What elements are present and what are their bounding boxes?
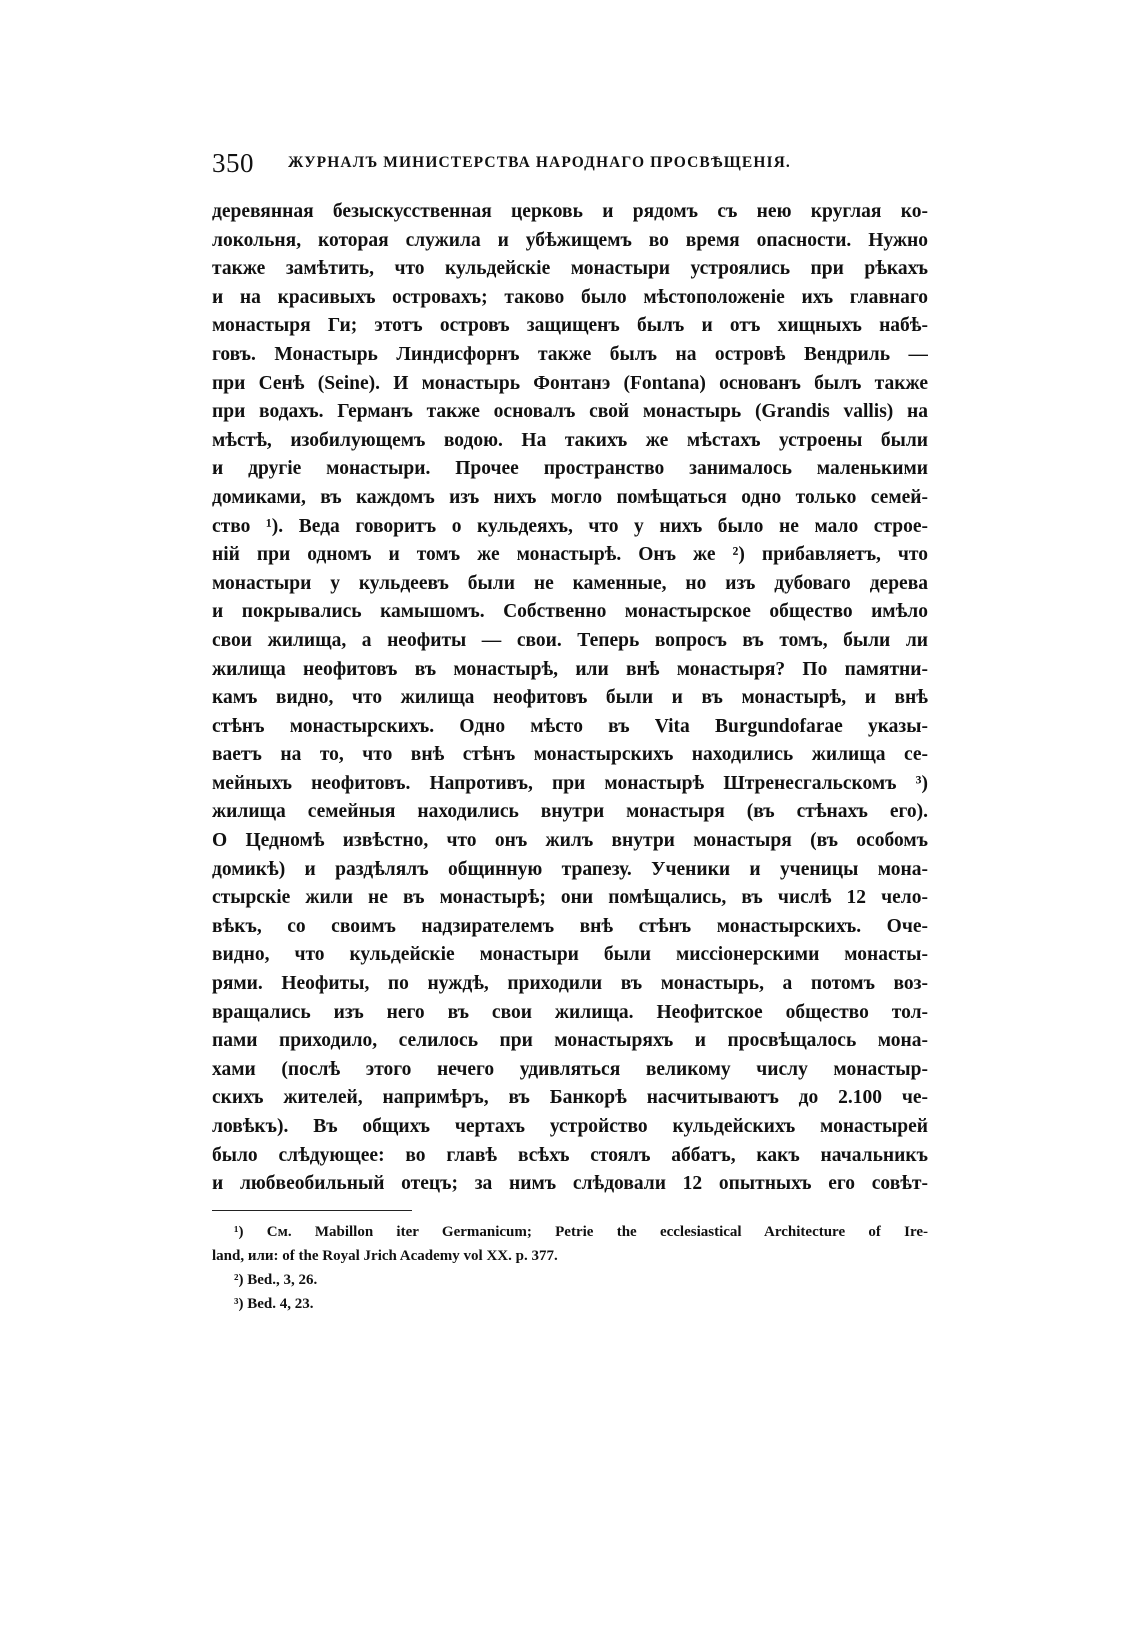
- text-line: рями. Неофиты, по нуждѣ, приходили въ монастырь, а потомъ воз-: [212, 973, 928, 995]
- text-line: ній при одномъ и томъ же монастырѣ. Онъ же ²) прибавляетъ, что: [212, 544, 928, 566]
- text-line: домикѣ) и раздѣлялъ общинную трапезу. Ученики и ученицы мона-: [212, 858, 928, 880]
- text-line: камъ видно, что жилища неофитовъ были и въ монастырѣ, и внѣ: [212, 687, 928, 709]
- text-line: свои жилища, а неофиты — свои. Теперь вопросъ въ томъ, были ли: [212, 629, 928, 651]
- text-line: и другіе монастыри. Прочее пространство занималось маленькими: [212, 458, 928, 480]
- text-line: ловѣкъ). Въ общихъ чертахъ устройство кульдейскихъ монастырей: [212, 1116, 928, 1137]
- text-line: О Цедномѣ извѣстно, что онъ жилъ внутри монастыря (въ особомъ: [212, 830, 928, 852]
- footnote-1-line-1: [212, 1220, 928, 1244]
- text-line: при водахъ. Германъ также основалъ свой монастырь (Grandis vallis) на: [212, 401, 928, 423]
- text-line: деревянная безыскусственная церковь и рядомъ съ нею круглая ко-: [212, 201, 928, 222]
- text-line: монастыря Ги; этотъ островъ защищенъ былъ и отъ хищныхъ набѣ-: [212, 315, 928, 337]
- text-line: мѣстѣ, изобилующемъ водою. На такихъ же мѣстахъ устроены были: [212, 429, 928, 451]
- footnote-2: ²) Bed., 3, 26.: [234, 1272, 318, 1288]
- text-line: и покрывались камышомъ. Собственно монастырское общество имѣло: [212, 601, 928, 623]
- text-line: ваетъ на то, что внѣ стѣнъ монастырскихъ находились жилища се-: [212, 744, 928, 766]
- text-line: и на красивыхъ островахъ; таково было мѣстоположеніе ихъ главнаго: [212, 286, 928, 308]
- footnotes: [212, 1220, 928, 1316]
- footnote-1-line-2: land, или: of the Royal Jrich Academy vol XX. p. 377.: [212, 1248, 558, 1264]
- text-line: ство ¹). Веда говоритъ о кульдеяхъ, что у нихъ было не мало строе-: [212, 515, 928, 537]
- footnote-text: См. Mabillon iter Germanicum; Petrie the ecclesiastical Architecture of Ire-: [266, 1224, 929, 1240]
- journal-title: ЖУРНАЛЪ МИНИСТЕРСТВА НАРОДНАГО ПРОСВѢЩЕНІЯ.: [288, 154, 791, 171]
- text-line: при Сенѣ (Seine). И монастырь Фонтанэ (Fontana) основанъ былъ также: [212, 372, 928, 394]
- text-line: жилища семейныя находились внутри монастыря (въ стѣнахъ его).: [212, 801, 928, 823]
- text-line: было слѣдующее: во главѣ всѣхъ стоялъ аббатъ, какъ начальникъ: [212, 1144, 928, 1166]
- text-line: вращались изъ него въ свои жилища. Неофитское общество тол-: [212, 1001, 928, 1023]
- text-line: скихъ жителей, напримѣръ, въ Банкорѣ насчитываютъ до 2.100 че-: [212, 1087, 928, 1109]
- text-line: локольня, которая служила и убѣжищемъ во время опасности. Нужно: [212, 229, 928, 251]
- body-text: [212, 198, 928, 1199]
- text-line: видно, что кульдейскіе монастыри были миссіонерскими монасты-: [212, 944, 928, 966]
- text-line: монастыри у кульдеевъ были не каменные, но изъ дубоваго дерева: [212, 572, 928, 594]
- text-line: пами приходило, селилось при монастыряхъ и просвѣщалось мона-: [212, 1030, 928, 1052]
- text-line: говъ. Монастырь Линдисфорнъ также былъ на островѣ Вендриль —: [212, 343, 928, 365]
- text-line: домиками, въ каждомъ изъ нихъ могло помѣщаться одно только семей-: [212, 486, 928, 508]
- footnote-3: ³) Bed. 4, 23.: [234, 1296, 314, 1312]
- page-number: 350: [212, 148, 254, 178]
- text-line: также замѣтить, что кульдейскіе монастыри устроялись при рѣкахъ: [212, 258, 928, 280]
- footnote-divider: [212, 1210, 412, 1211]
- footnote-marker: ¹): [234, 1224, 244, 1240]
- text-line: и любвеобильный отецъ; за нимъ слѣдовали 12 опытныхъ его совѣт-: [212, 1173, 928, 1195]
- text-line: стѣнъ монастырскихъ. Одно мѣсто въ Vita Burgundofarae указы-: [212, 715, 928, 737]
- text-line: жилища неофитовъ въ монастырѣ, или внѣ монастыря? По памятни-: [212, 658, 928, 680]
- text-line: вѣкъ, со своимъ надзирателемъ внѣ стѣнъ монастырскихъ. Оче-: [212, 915, 928, 937]
- running-header: [212, 148, 928, 182]
- text-line: хами (послѣ этого нечего удивляться великому числу монастыр-: [212, 1058, 928, 1080]
- text-line: мейныхъ неофитовъ. Напротивъ, при монастырѣ Штренесгальскомъ ³): [212, 772, 928, 794]
- text-line: стырскіе жили не въ монастырѣ; они помѣщались, въ числѣ 12 чело-: [212, 887, 928, 909]
